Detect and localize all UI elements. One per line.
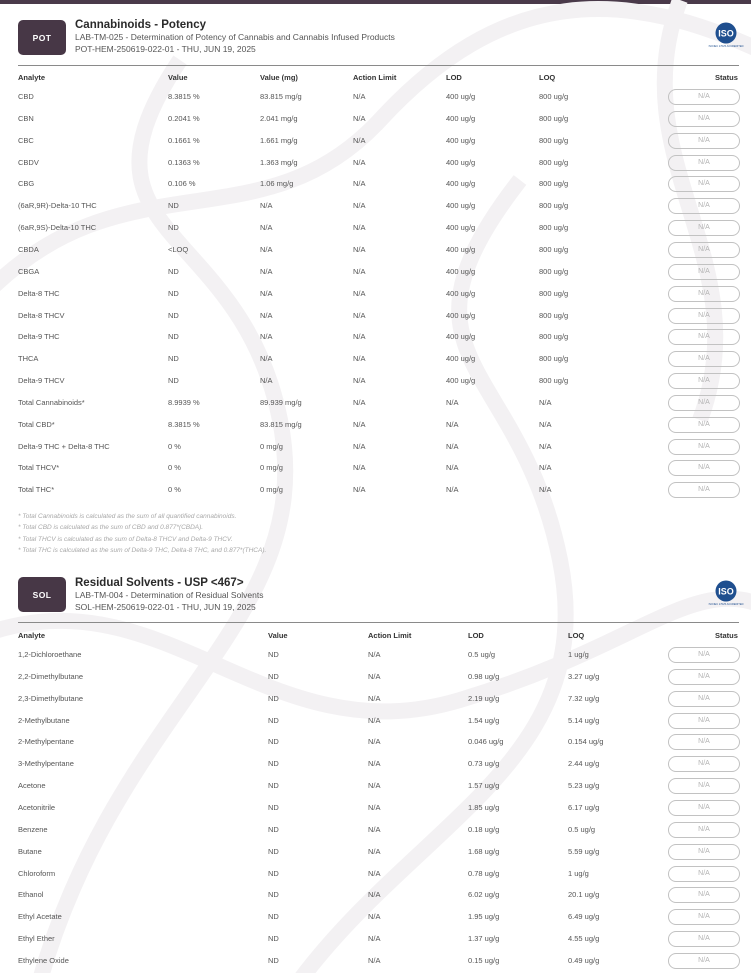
solvents-cell-lod: 0.98 ug/g (468, 671, 500, 681)
table-row (0, 732, 751, 754)
potency-cell-value_mg: N/A (260, 332, 273, 342)
potency-cell-value: 0.106 % (168, 179, 196, 189)
solvents-cell-value: ND (268, 781, 279, 791)
iso-logo-mark: ISO (718, 28, 734, 39)
potency-cell-analyte: Delta-9 THC + Delta-8 THC (18, 441, 110, 451)
solvents-cell-lod: 0.046 ug/g (468, 737, 504, 747)
footnote: * Total Cannabinoids is calculated as the sum of all quantified cannabinoids. (18, 513, 237, 520)
potency-cell-value: 0.1363 % (168, 157, 200, 167)
solvents-cell-loq: 4.55 ug/g (568, 934, 600, 944)
potency-cell-action_limit: N/A (353, 244, 366, 254)
iso-logo-caption: ISO/IEC 17025 ACCREDITED (708, 45, 744, 48)
potency-col-header: Analyte (18, 73, 46, 82)
table-row (0, 262, 751, 284)
solvents-cell-loq: 0.49 ug/g (568, 955, 600, 965)
table-row (0, 842, 751, 864)
table-row (0, 349, 751, 371)
solvents-cell-loq: 6.49 ug/g (568, 912, 600, 922)
solvents-cell-value: ND (268, 868, 279, 878)
potency-cell-value_mg: 1.06 mg/g (260, 179, 294, 189)
potency-cell-lod: 400 ug/g (446, 135, 476, 145)
potency-cell-analyte: Delta-9 THC (18, 332, 60, 342)
potency-cell-analyte: Total Cannabinoids* (18, 397, 85, 407)
solvents-cell-lod: 0.18 ug/g (468, 824, 500, 834)
status-pill: N/A (668, 395, 740, 411)
table-row (0, 480, 751, 502)
status-pill: N/A (668, 111, 740, 127)
solvents-cell-value: ND (268, 759, 279, 769)
status-pill: N/A (668, 482, 740, 498)
table-row (0, 87, 751, 109)
status-pill: N/A (668, 373, 740, 389)
solvents-cell-action_limit: N/A (368, 868, 381, 878)
table-row (0, 306, 751, 328)
solvents-cell-action_limit: N/A (368, 955, 381, 965)
potency-cell-lod: 400 ug/g (446, 223, 476, 233)
solvents-cell-lod: 1.37 ug/g (468, 934, 500, 944)
potency-col-header: LOD (446, 73, 462, 82)
solvents-cell-action_limit: N/A (368, 781, 381, 791)
potency-cell-analyte: CBDV (18, 157, 39, 167)
solvents-cell-lod: 1.95 ug/g (468, 912, 500, 922)
potency-cell-analyte: (6aR,9S)-Delta-10 THC (18, 223, 97, 233)
solvents-cell-analyte: Benzene (18, 824, 48, 834)
solvents-cell-value: ND (268, 890, 279, 900)
solvents-cell-value: ND (268, 715, 279, 725)
potency-cell-analyte: CBC (18, 135, 34, 145)
potency-cell-value: 8.9939 % (168, 397, 200, 407)
table-row (0, 393, 751, 415)
potency-cell-value_mg: N/A (260, 288, 273, 298)
potency-cell-loq: 800 ug/g (539, 288, 569, 298)
solvents-cell-value: ND (268, 802, 279, 812)
potency-cell-value: 8.3815 % (168, 419, 200, 429)
solvents-cell-lod: 1.54 ug/g (468, 715, 500, 725)
status-pill: N/A (668, 691, 740, 707)
solvents-cell-value: ND (268, 846, 279, 856)
potency-cell-loq: 800 ug/g (539, 376, 569, 386)
potency-cell-value_mg: 83.815 mg/g (260, 92, 302, 101)
potency-cell-value_mg: N/A (260, 244, 273, 254)
potency-cell-value: ND (168, 266, 179, 276)
potency-cell-action_limit: N/A (353, 376, 366, 386)
potency-cell-action_limit: N/A (353, 223, 366, 233)
potency-cell-lod: N/A (446, 441, 459, 451)
potency-cell-loq: 800 ug/g (539, 92, 569, 101)
solvents-cell-loq: 1 ug/g (568, 650, 589, 659)
solvents-cell-action_limit: N/A (368, 737, 381, 747)
potency-cell-loq: 800 ug/g (539, 223, 569, 233)
table-row (0, 885, 751, 907)
potency-title: Cannabinoids - Potency (75, 19, 206, 31)
solvents-cell-value: ND (268, 693, 279, 703)
potency-cell-action_limit: N/A (353, 135, 366, 145)
potency-cell-value: 8.3815 % (168, 92, 200, 101)
solvents-cell-value: ND (268, 824, 279, 834)
status-pill: N/A (668, 198, 740, 214)
table-row (0, 929, 751, 951)
potency-cell-analyte: Delta-8 THC (18, 288, 60, 298)
table-row (0, 153, 751, 175)
table-row (0, 754, 751, 776)
potency-cell-lod: 400 ug/g (446, 244, 476, 254)
table-row (0, 776, 751, 798)
solvents-cell-action_limit: N/A (368, 934, 381, 944)
potency-cell-loq: 800 ug/g (539, 310, 569, 320)
potency-cell-value: ND (168, 288, 179, 298)
status-pill: N/A (668, 734, 740, 750)
solvents-cell-analyte: 2-Methylpentane (18, 737, 74, 747)
potency-cell-value: 0 % (168, 441, 181, 451)
status-pill: N/A (668, 756, 740, 772)
solvents-cell-loq: 0.154 ug/g (568, 737, 604, 747)
potency-cell-value_mg: N/A (260, 201, 273, 211)
potency-header-rule (18, 65, 739, 66)
solvents-cell-action_limit: N/A (368, 802, 381, 812)
status-pill: N/A (668, 647, 740, 663)
solvents-cell-loq: 5.59 ug/g (568, 846, 600, 856)
solvents-cell-lod: 6.02 ug/g (468, 890, 500, 900)
potency-cell-analyte: (6aR,9R)-Delta-10 THC (18, 201, 97, 211)
potency-cell-value: 0 % (168, 485, 181, 495)
potency-cell-value: 0.1661 % (168, 135, 200, 145)
status-pill: N/A (668, 351, 740, 367)
potency-cell-analyte: Total CBD* (18, 419, 55, 429)
potency-cell-loq: 800 ug/g (539, 201, 569, 211)
status-pill: N/A (668, 242, 740, 258)
potency-cell-value_mg: 0 mg/g (260, 485, 283, 495)
table-row (0, 645, 751, 667)
potency-cell-action_limit: N/A (353, 441, 366, 451)
solvents-cell-action_limit: N/A (368, 759, 381, 769)
table-row (0, 820, 751, 842)
potency-badge: POT (18, 20, 66, 55)
solvents-cell-action_limit: N/A (368, 671, 381, 681)
table-row (0, 284, 751, 306)
solvents-cell-lod: 0.78 ug/g (468, 868, 500, 878)
status-pill: N/A (668, 439, 740, 455)
potency-cell-action_limit: N/A (353, 201, 366, 211)
potency-cell-value_mg: 1.661 mg/g (260, 135, 298, 145)
potency-cell-loq: 800 ug/g (539, 157, 569, 167)
table-row (0, 371, 751, 393)
solvents-col-header: Action Limit (368, 631, 412, 640)
solvents-cell-analyte: Ethyl Ether (18, 934, 55, 944)
iso-logo-caption: ISO/IEC 17025 ACCREDITED (708, 603, 744, 606)
iso-accreditation-logo (708, 580, 744, 608)
solvents-header-rule (18, 622, 739, 623)
potency-cell-lod: N/A (446, 463, 459, 473)
potency-method: LAB-TM-025 - Determination of Potency of Cannabis and Cannabis Infused Products (75, 32, 395, 42)
status-pill: N/A (668, 822, 740, 838)
table-row (0, 798, 751, 820)
potency-cell-action_limit: N/A (353, 463, 366, 473)
potency-col-header: Action Limit (353, 73, 397, 82)
footnote: * Total CBD is calculated as the sum of CBD and 0.877*(CBDA). (18, 524, 204, 532)
solvents-cell-loq: 3.27 ug/g (568, 671, 600, 681)
status-pill: N/A (668, 264, 740, 280)
solvents-cell-loq: 6.17 ug/g (568, 802, 600, 812)
potency-cell-analyte: CBN (18, 113, 34, 123)
potency-cell-action_limit: N/A (353, 485, 366, 495)
status-pill: N/A (668, 887, 740, 903)
potency-cell-analyte: Total THCV* (18, 463, 60, 473)
potency-cell-value_mg: N/A (260, 354, 273, 364)
table-row (0, 689, 751, 711)
potency-cell-value_mg: 0 mg/g (260, 463, 283, 473)
solvents-cell-analyte: 2-Methylbutane (18, 715, 70, 725)
solvents-cell-value: ND (268, 934, 279, 944)
potency-cell-lod: N/A (446, 397, 459, 407)
potency-cell-lod: 400 ug/g (446, 179, 476, 189)
solvents-col-header: Analyte (18, 631, 46, 640)
iso-logo-mark: ISO (718, 586, 734, 597)
solvents-method: LAB-TM-004 - Determination of Residual Solvents (75, 590, 264, 600)
table-row (0, 437, 751, 459)
solvents-cell-loq: 1 ug/g (568, 868, 589, 878)
potency-cell-value_mg: N/A (260, 376, 273, 386)
status-pill: N/A (668, 778, 740, 794)
potency-cell-loq: 800 ug/g (539, 244, 569, 254)
potency-cell-lod: 400 ug/g (446, 266, 476, 276)
potency-cell-lod: 400 ug/g (446, 201, 476, 211)
status-pill: N/A (668, 417, 740, 433)
status-pill: N/A (668, 800, 740, 816)
potency-cell-value: ND (168, 332, 179, 342)
potency-cell-value_mg: 2.041 mg/g (260, 113, 298, 123)
status-pill: N/A (668, 460, 740, 476)
solvents-title: Residual Solvents - USP <467> (75, 577, 244, 589)
potency-cell-value: 0 % (168, 463, 181, 473)
table-row (0, 218, 751, 240)
solvents-cell-value: ND (268, 671, 279, 681)
solvents-cell-analyte: Acetonitrile (18, 802, 56, 812)
footnote: * Total THC is calculated as the sum of Delta-9 THC, Delta-8 THC, and 0.877*(THCA). (18, 546, 267, 554)
solvents-cell-action_limit: N/A (368, 824, 381, 834)
potency-cell-action_limit: N/A (353, 332, 366, 342)
potency-cell-value: ND (168, 310, 179, 320)
potency-cell-action_limit: N/A (353, 310, 366, 320)
solvents-cell-action_limit: N/A (368, 693, 381, 703)
potency-cell-lod: 400 ug/g (446, 92, 476, 101)
table-row (0, 240, 751, 262)
solvents-cell-loq: 2.44 ug/g (568, 759, 600, 769)
potency-cell-value_mg: N/A (260, 223, 273, 233)
status-pill: N/A (668, 286, 740, 302)
potency-cell-action_limit: N/A (353, 266, 366, 276)
potency-cell-lod: 400 ug/g (446, 288, 476, 298)
solvents-cell-lod: 1.85 ug/g (468, 802, 500, 812)
solvents-cell-lod: 1.68 ug/g (468, 846, 500, 856)
solvents-cell-analyte: Ethylene Oxide (18, 955, 69, 965)
iso-accreditation-logo (708, 22, 744, 50)
solvents-col-header: LOQ (568, 631, 585, 640)
top-accent-bar (0, 0, 751, 4)
solvents-col-header: Value (268, 631, 288, 640)
potency-cell-analyte: Total THC* (18, 485, 55, 495)
potency-cell-loq: 800 ug/g (539, 113, 569, 123)
potency-cell-lod: 400 ug/g (446, 310, 476, 320)
status-pill: N/A (668, 866, 740, 882)
potency-sample-id: POT-HEM-250619-022-01 - THU, JUN 19, 2025 (75, 44, 256, 54)
potency-cell-value: ND (168, 354, 179, 364)
potency-cell-lod: 400 ug/g (446, 113, 476, 123)
solvents-cell-analyte: Chloroform (18, 868, 56, 878)
solvents-sample-id: SOL-HEM-250619-022-01 - THU, JUN 19, 2025 (75, 602, 256, 612)
potency-cell-action_limit: N/A (353, 92, 366, 101)
status-pill: N/A (668, 713, 740, 729)
potency-cell-lod: N/A (446, 419, 459, 429)
table-row (0, 864, 751, 886)
solvents-cell-action_limit: N/A (368, 912, 381, 922)
potency-cell-action_limit: N/A (353, 419, 366, 429)
footnote: * Total THCV is calculated as the sum of Delta-8 THCV and Delta-9 THCV. (18, 535, 233, 543)
potency-cell-action_limit: N/A (353, 288, 366, 298)
status-pill: N/A (668, 909, 740, 925)
solvents-cell-loq: 0.5 ug/g (568, 824, 596, 834)
table-row (0, 667, 751, 689)
status-pill: N/A (668, 844, 740, 860)
potency-cell-analyte: CBDA (18, 244, 39, 254)
solvents-cell-lod: 0.73 ug/g (468, 759, 500, 769)
potency-cell-loq: N/A (539, 463, 552, 473)
potency-cell-value_mg: 89.939 mg/g (260, 397, 302, 407)
potency-cell-loq: 800 ug/g (539, 135, 569, 145)
solvents-cell-analyte: Ethanol (18, 890, 44, 900)
potency-cell-value_mg: 0 mg/g (260, 441, 283, 451)
potency-col-header: Status (715, 73, 738, 82)
solvents-cell-analyte: Acetone (18, 781, 46, 791)
table-row (0, 711, 751, 733)
solvents-cell-loq: 5.23 ug/g (568, 781, 600, 791)
potency-cell-lod: 400 ug/g (446, 332, 476, 342)
table-row (0, 131, 751, 153)
solvents-cell-loq: 7.32 ug/g (568, 693, 600, 703)
potency-cell-action_limit: N/A (353, 397, 366, 407)
solvents-cell-lod: 2.19 ug/g (468, 693, 500, 703)
potency-cell-analyte: CBGA (18, 266, 40, 276)
potency-cell-value_mg: N/A (260, 266, 273, 276)
potency-cell-lod: 400 ug/g (446, 157, 476, 167)
table-row (0, 951, 751, 973)
solvents-cell-lod: 0.15 ug/g (468, 955, 500, 965)
potency-cell-value: ND (168, 376, 179, 386)
potency-cell-value: ND (168, 201, 179, 211)
potency-cell-analyte: CBD (18, 92, 34, 101)
solvents-cell-analyte: 1,2-Dichloroethane (18, 650, 82, 659)
status-pill: N/A (668, 308, 740, 324)
potency-cell-lod: 400 ug/g (446, 376, 476, 386)
potency-cell-action_limit: N/A (353, 179, 366, 189)
potency-cell-value: 0.2041 % (168, 113, 200, 123)
potency-cell-value_mg: 83.815 mg/g (260, 419, 302, 429)
table-row (0, 174, 751, 196)
potency-col-header: Value (mg) (260, 73, 298, 82)
status-pill: N/A (668, 220, 740, 236)
potency-cell-loq: N/A (539, 397, 552, 407)
potency-cell-value_mg: 1.363 mg/g (260, 157, 298, 167)
potency-cell-analyte: THCA (18, 354, 39, 364)
solvents-cell-lod: 0.5 ug/g (468, 650, 496, 659)
solvents-col-header: Status (715, 631, 738, 640)
potency-cell-loq: 800 ug/g (539, 354, 569, 364)
solvents-col-header: LOD (468, 631, 484, 640)
potency-col-header: LOQ (539, 73, 556, 82)
solvents-cell-value: ND (268, 912, 279, 922)
solvents-cell-analyte: 3-Methylpentane (18, 759, 74, 769)
potency-cell-action_limit: N/A (353, 113, 366, 123)
solvents-cell-action_limit: N/A (368, 650, 381, 659)
table-row (0, 415, 751, 437)
potency-cell-value_mg: N/A (260, 310, 273, 320)
solvents-cell-action_limit: N/A (368, 715, 381, 725)
potency-cell-loq: 800 ug/g (539, 266, 569, 276)
solvents-cell-loq: 20.1 ug/g (568, 890, 600, 900)
status-pill: N/A (668, 953, 740, 969)
potency-cell-value: ND (168, 223, 179, 233)
potency-cell-loq: 800 ug/g (539, 179, 569, 189)
potency-cell-analyte: Delta-8 THCV (18, 310, 65, 320)
status-pill: N/A (668, 176, 740, 192)
solvents-cell-action_limit: N/A (368, 846, 381, 856)
status-pill: N/A (668, 931, 740, 947)
status-pill: N/A (668, 329, 740, 345)
solvents-cell-analyte: 2,2-Dimethylbutane (18, 671, 84, 681)
potency-cell-value: <LOQ (168, 244, 189, 254)
solvents-cell-value: ND (268, 650, 279, 659)
potency-cell-lod: N/A (446, 485, 459, 495)
potency-cell-action_limit: N/A (353, 157, 366, 167)
potency-cell-action_limit: N/A (353, 354, 366, 364)
table-row (0, 458, 751, 480)
status-pill: N/A (668, 155, 740, 171)
solvents-badge: SOL (18, 577, 66, 612)
table-row (0, 196, 751, 218)
potency-cell-lod: 400 ug/g (446, 354, 476, 364)
solvents-cell-analyte: Ethyl Acetate (18, 912, 62, 922)
solvents-cell-value: ND (268, 737, 279, 747)
potency-col-header: Value (168, 73, 188, 82)
solvents-cell-value: ND (268, 955, 279, 965)
solvents-cell-analyte: 2,3-Dimethylbutane (18, 693, 84, 703)
potency-cell-analyte: Delta-9 THCV (18, 376, 65, 386)
potency-cell-loq: N/A (539, 419, 552, 429)
solvents-cell-loq: 5.14 ug/g (568, 715, 600, 725)
solvents-cell-lod: 1.57 ug/g (468, 781, 500, 791)
solvents-cell-action_limit: N/A (368, 890, 381, 900)
solvents-cell-analyte: Butane (18, 846, 42, 856)
table-row (0, 907, 751, 929)
potency-cell-analyte: CBG (18, 179, 35, 189)
table-row (0, 109, 751, 131)
potency-cell-loq: N/A (539, 441, 552, 451)
potency-cell-loq: 800 ug/g (539, 332, 569, 342)
table-row (0, 327, 751, 349)
status-pill: N/A (668, 89, 740, 105)
status-pill: N/A (668, 669, 740, 685)
potency-cell-loq: N/A (539, 485, 552, 495)
status-pill: N/A (668, 133, 740, 149)
